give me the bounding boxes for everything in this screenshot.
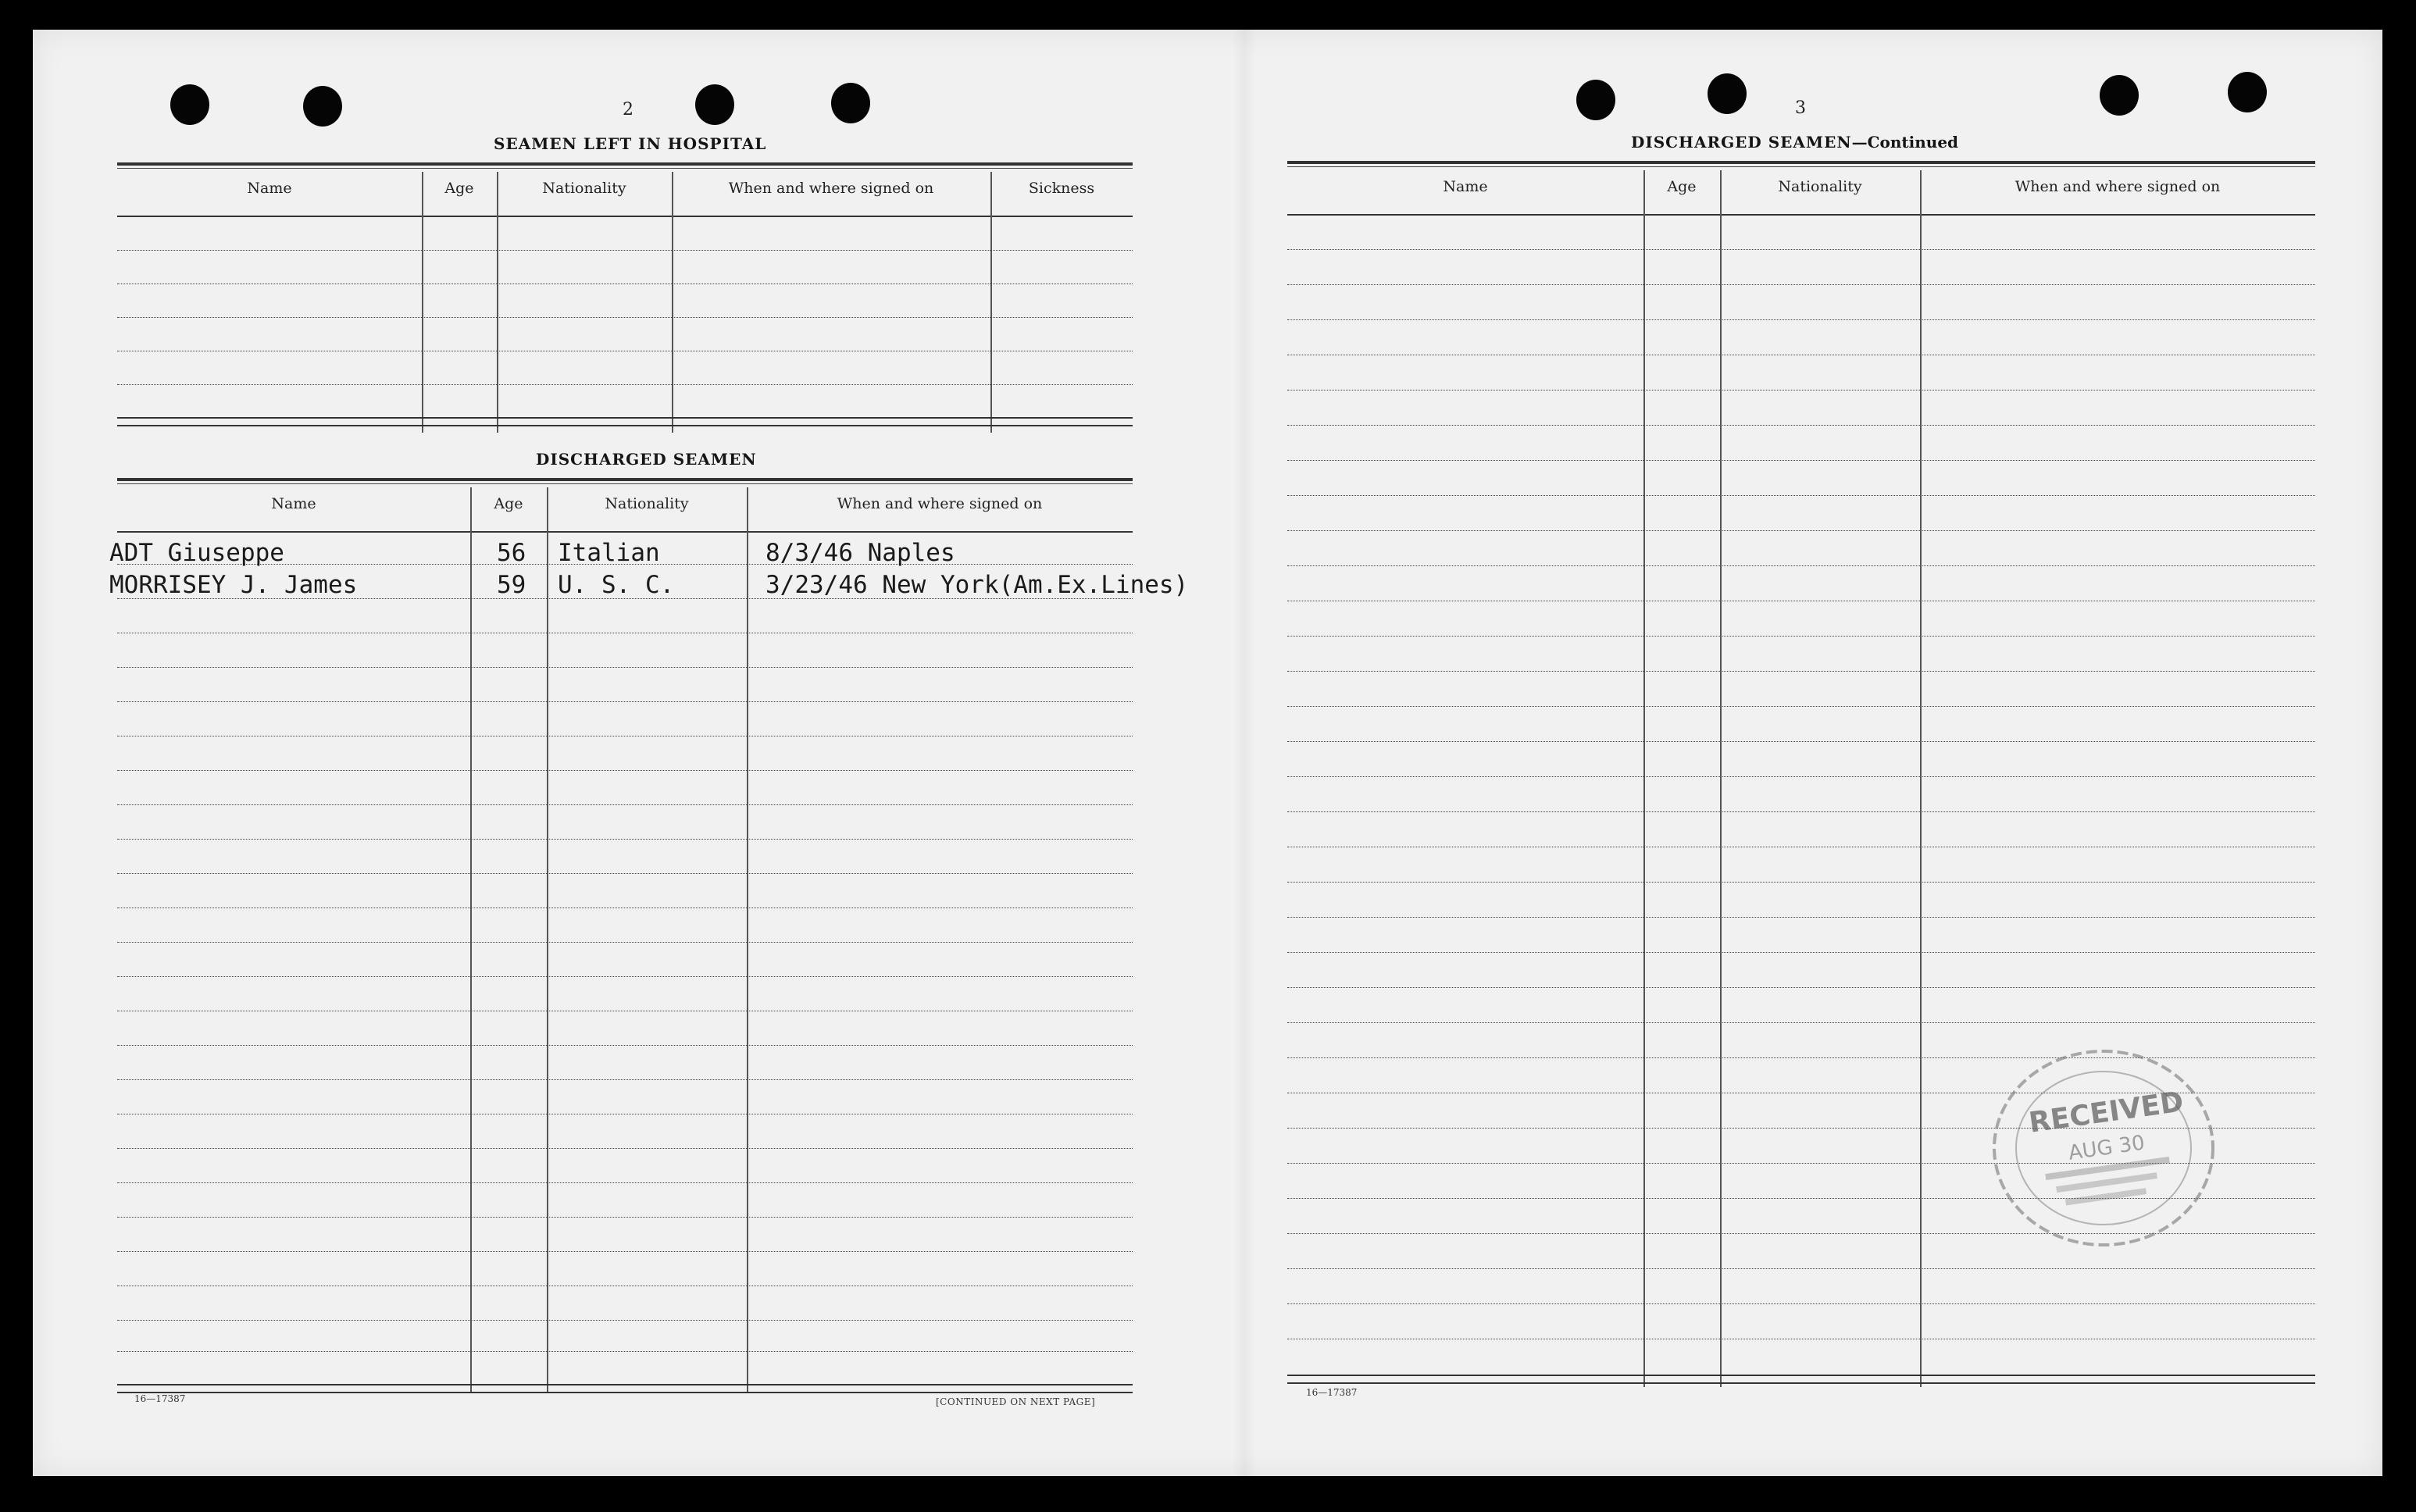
seaman-age: 59 xyxy=(497,571,526,599)
discharged-table xyxy=(117,478,1133,1392)
continued-suffix: —Continued xyxy=(1851,133,1959,152)
punch-hole xyxy=(2100,75,2139,116)
continued-header-name: Name xyxy=(1443,178,1488,195)
hospital-header-nationality: Nationality xyxy=(542,180,626,197)
continued-header-age: Age xyxy=(1667,178,1697,195)
discharged-continued-title xyxy=(1631,133,1958,152)
punch-hole xyxy=(303,86,342,127)
discharged-header-nationality: Nationality xyxy=(605,495,689,512)
hospital-table xyxy=(117,162,1133,428)
form-number-left: 16—17387 xyxy=(134,1393,186,1404)
punch-hole xyxy=(170,84,209,125)
discharged-header-signed-on: When and where signed on xyxy=(837,495,1043,512)
discharged-header-name: Name xyxy=(271,495,316,512)
discharged-continued-title-main: DISCHARGED SEAMEN xyxy=(1631,133,1852,152)
punch-hole xyxy=(2228,72,2267,112)
discharged-header-age: Age xyxy=(494,495,523,512)
stamp-date: AUG 30 xyxy=(2067,1131,2147,1165)
received-stamp xyxy=(1990,1047,2217,1250)
page-number-right: 3 xyxy=(1795,98,1806,118)
discharged-section-title: DISCHARGED SEAMEN xyxy=(536,450,757,469)
seaman-signed-on: 3/23/46 New York(Am.Ex.Lines) xyxy=(765,571,1189,599)
hospital-header-sickness: Sickness xyxy=(1028,180,1095,197)
page-number-left: 2 xyxy=(623,100,633,119)
seaman-name: MORRISEY J. James xyxy=(109,571,358,599)
continued-header-nationality: Nationality xyxy=(1778,178,1862,195)
stamp-word: RECEIVED xyxy=(2026,1086,2186,1139)
hospital-header-signed-on: When and where signed on xyxy=(728,180,934,197)
seaman-signed-on: 8/3/46 Naples xyxy=(765,539,955,567)
continued-header-signed-on: When and where signed on xyxy=(2015,178,2221,195)
seaman-nationality: U. S. C. xyxy=(558,571,675,599)
punch-hole xyxy=(1576,80,1615,120)
punch-hole xyxy=(1708,73,1747,114)
continued-note: [CONTINUED ON NEXT PAGE] xyxy=(936,1396,1096,1407)
hospital-header-age: Age xyxy=(444,180,474,197)
hospital-section-title: SEAMEN LEFT IN HOSPITAL xyxy=(494,134,767,153)
seaman-nationality: Italian xyxy=(558,539,660,567)
hospital-header-name: Name xyxy=(247,180,292,197)
seaman-age: 56 xyxy=(497,539,526,567)
center-fold xyxy=(1233,30,1256,1476)
seaman-name: ADT Giuseppe xyxy=(109,539,284,567)
punch-hole xyxy=(831,83,870,123)
form-number-right: 16—17387 xyxy=(1306,1387,1358,1398)
punch-hole xyxy=(695,84,734,125)
